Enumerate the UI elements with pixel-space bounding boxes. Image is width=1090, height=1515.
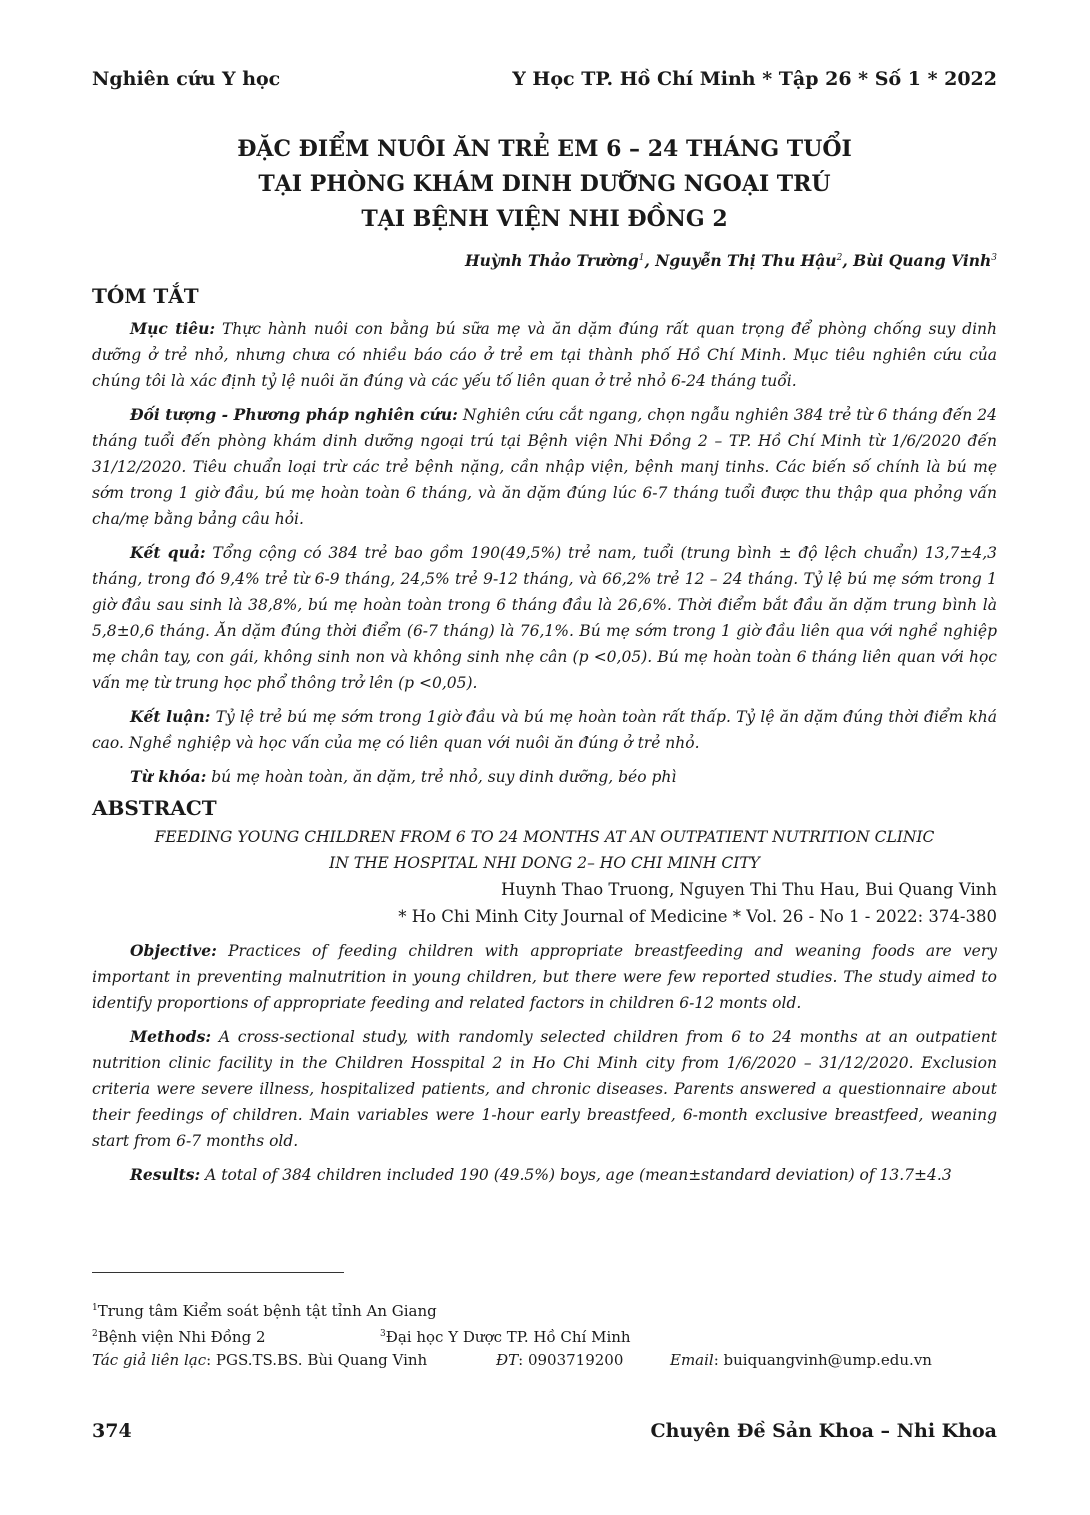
contact-phone: [496, 1350, 623, 1370]
footnote-2: [92, 1324, 266, 1347]
page-number: 374: [92, 1420, 132, 1442]
email-value: : buiquangvinh@ump.edu.vn: [713, 1351, 932, 1369]
title-line-1: ĐẶC ĐIỂM NUÔI ĂN TRẺ EM 6 – 24 THÁNG TUỔI: [237, 136, 852, 162]
abstract-results: [92, 1162, 997, 1188]
keywords-text: bú mẹ hoàn toàn, ăn dặm, trẻ nhỏ, suy dinh dưỡng, béo phì: [206, 768, 677, 786]
footnote-1: [92, 1298, 437, 1321]
phone-label: ĐT: [496, 1351, 519, 1369]
abstract-methods-label: Methods:: [130, 1027, 212, 1046]
contact-label: Tác giả liên lạc: [92, 1351, 207, 1369]
footnote-2-marker: 2: [92, 1329, 98, 1339]
results-text: Tổng cộng có 384 trẻ bao gồm 190(49,5%) trẻ nam, tuổi (trung bình ± độ lệch chuẩn) 13,7±4,3 tháng, trong đó 9,4% trẻ từ 6-9 tháng, 24,5% trẻ 9-12 tháng, và 66,2% trẻ 12 – 24 tháng. Tỷ lệ bú mẹ sớm trong 1 giờ đầu sau sinh là 38,8%, bú mẹ hoàn toàn trong 6 tháng đầu là 26,6%. Thời điểm bắt đầu ăn dặm trung bình là 5,8±0,6 tháng. Ăn dặm đúng thời điểm (6-7 tháng) là 76,1%. Bú mẹ sớm trong 1 giờ đầu liên qua với nghề nghiệp mẹ chân tay, con gái, không sinh non và không sinh nhẹ cân (p <0,05). Bú mẹ hoàn toàn 6 tháng liên quan với học vấn mẹ từ trung học phổ thông trở lên (p <0,05).: [92, 544, 998, 692]
summary-conclusion: [92, 704, 997, 756]
objective-text: Thực hành nuôi con bằng bú sữa mẹ và ăn dặm đúng rất quan trọng để phòng chống suy dinh dưỡng ở trẻ nhỏ, nhưng chưa có nhiều báo cáo ở trẻ em tại thành phố Hồ Chí Minh. Mục tiêu nghiên cứu của chúng tôi là xác định tỷ lệ nuôi ăn đúng và các yếu tố liên quan ở trẻ nhỏ 6-24 tháng tuổi.: [92, 320, 997, 390]
title-line-3: TẠI BỆNH VIỆN NHI ĐỒNG 2: [361, 206, 728, 232]
methods-text: Nghiên cứu cắt ngang, chọn ngẫu nghiên 384 trẻ từ 6 tháng đến 24 tháng tuổi đến phòng khám dinh dưỡng ngoại trú tại Bệnh viện Nhi Đồng 2 – TP. Hồ Chí Minh từ 1/6/2020 đến 31/12/2020. Tiêu chuẩn loại trừ các trẻ bệnh nặng, cần nhập viện, bệnh manj tinhs. Các biến số chính là bú mẹ sớm trong 1 giờ đầu, bú mẹ hoàn toàn 6 tháng, và ăn dặm đúng lúc 6-7 tháng tuổi được thu thập qua phỏng vấn cha/mẹ bằng bảng câu hỏi.: [92, 406, 998, 528]
footnote-1-text: Trung tâm Kiểm soát bệnh tật tỉnh An Giang: [97, 1302, 437, 1320]
header-left: Nghiên cứu Y học: [92, 68, 281, 90]
footnote-divider: [92, 1272, 344, 1273]
contact-author: [92, 1350, 427, 1370]
abstract-title-line-1: FEEDING YOUNG CHILDREN FROM 6 TO 24 MONTHS AT AN OUTPATIENT NUTRITION CLINIC: [154, 828, 935, 846]
abstract-authors: Huynh Thao Truong, Nguyen Thi Thu Hau, Bui Quang Vinh: [500, 880, 997, 899]
title-line-2: TẠI PHÒNG KHÁM DINH DƯỠNG NGOẠI TRÚ: [258, 171, 831, 197]
contact-email: [670, 1350, 932, 1370]
abstract-results-text: A total of 384 children included 190 (49.5%) boys, age (mean±standard deviation) of 13.7±4.3: [200, 1166, 952, 1184]
page-footer: [92, 1420, 997, 1442]
phone-value: : 0903719200: [518, 1351, 624, 1369]
abstract-results-label: Results:: [130, 1165, 201, 1184]
footnote-3-text: Đại học Y Dược TP. Hồ Chí Minh: [385, 1328, 631, 1346]
author-2: Nguyễn Thị Thu Hậu: [655, 251, 837, 270]
summary-methods: [92, 402, 997, 532]
header-right: Y Học TP. Hồ Chí Minh * Tập 26 * Số 1 * 2022: [512, 68, 997, 90]
abstract-methods-text: A cross-sectional study, with randomly selected children from 6 to 24 months at an outpatient nutrition clinic facility in the Children Hosspital 2 in Ho Chi Minh city from 1/6/2020 – 31/12/2020. Exclusion criteria were severe illness, hospitalized patients, and chronic diseases. Parents answered a questionnaire about their feedings of children. Main variables were 1-hour early breastfeed, 6-month exclusive breastfeed, weaning start from 6-7 months old.: [92, 1028, 997, 1150]
author-2-affil: 2: [836, 252, 843, 263]
summary-keywords: [92, 764, 997, 790]
footnote-1-marker: 1: [92, 1303, 98, 1313]
author-1: Huỳnh Thảo Trường: [464, 251, 639, 270]
abstract-heading: ABSTRACT: [92, 796, 217, 820]
abstract-title: [92, 824, 997, 876]
abstract-objective-label: Objective:: [130, 941, 217, 960]
author-list: Huỳnh Thảo Trường$^1$, Nguyễn Thị Thu Hậu$^2$, Bùi Quang Vinh$^3$: [464, 251, 997, 270]
keywords-label: Từ khóa:: [130, 767, 207, 786]
abstract-objective: [92, 938, 997, 1016]
objective-label: Mục tiêu:: [130, 319, 216, 338]
results-label: Kết quả:: [130, 543, 206, 562]
summary-results: [92, 540, 997, 696]
author-3-affil: 3: [991, 252, 997, 263]
author-1-affil: 1: [638, 252, 645, 263]
abstract-title-line-2: IN THE HOSPITAL NHI DONG 2– HO CHI MINH CITY: [329, 854, 760, 872]
footnote-3: [380, 1324, 631, 1347]
running-header: [92, 68, 997, 90]
email-label: Email: [670, 1351, 714, 1369]
conclusion-label: Kết luận:: [130, 707, 211, 726]
summary-objective: [92, 316, 997, 394]
conclusion-text: Tỷ lệ trẻ bú mẹ sớm trong 1giờ đầu và bú mẹ hoàn toàn rất thấp. Tỷ lệ ăn dặm đúng thời điểm khá cao. Nghề nghiệp và học vấn của mẹ có liên quan với nuôi ăn đúng ở trẻ nhỏ.: [92, 708, 997, 752]
abstract-objective-text: Practices of feeding children with appropriate breastfeeding and weaning foods are very important in preventing malnutrition in young children, but there were few reported studies. The study aimed to identify proportions of appropriate feeding and related factors in children 6-12 monts old.: [92, 942, 997, 1012]
summary-heading: TÓM TẮT: [92, 284, 199, 308]
abstract-methods: [92, 1024, 997, 1154]
abstract-citation: * Ho Chi Minh City Journal of Medicine * Vol. 26 - No 1 - 2022: 374-380: [398, 907, 997, 926]
author-3: Bùi Quang Vinh: [853, 251, 992, 270]
page-body: [92, 68, 997, 1188]
footnote-2-text: Bệnh viện Nhi Đồng 2: [97, 1328, 266, 1346]
paper-title: [92, 132, 997, 237]
footer-section: Chuyên Đề Sản Khoa – Nhi Khoa: [650, 1420, 997, 1442]
methods-label: Đối tượng - Phương pháp nghiên cứu:: [130, 405, 458, 424]
contact-value: : PGS.TS.BS. Bùi Quang Vinh: [206, 1351, 428, 1369]
footnote-3-marker: 3: [380, 1329, 386, 1339]
